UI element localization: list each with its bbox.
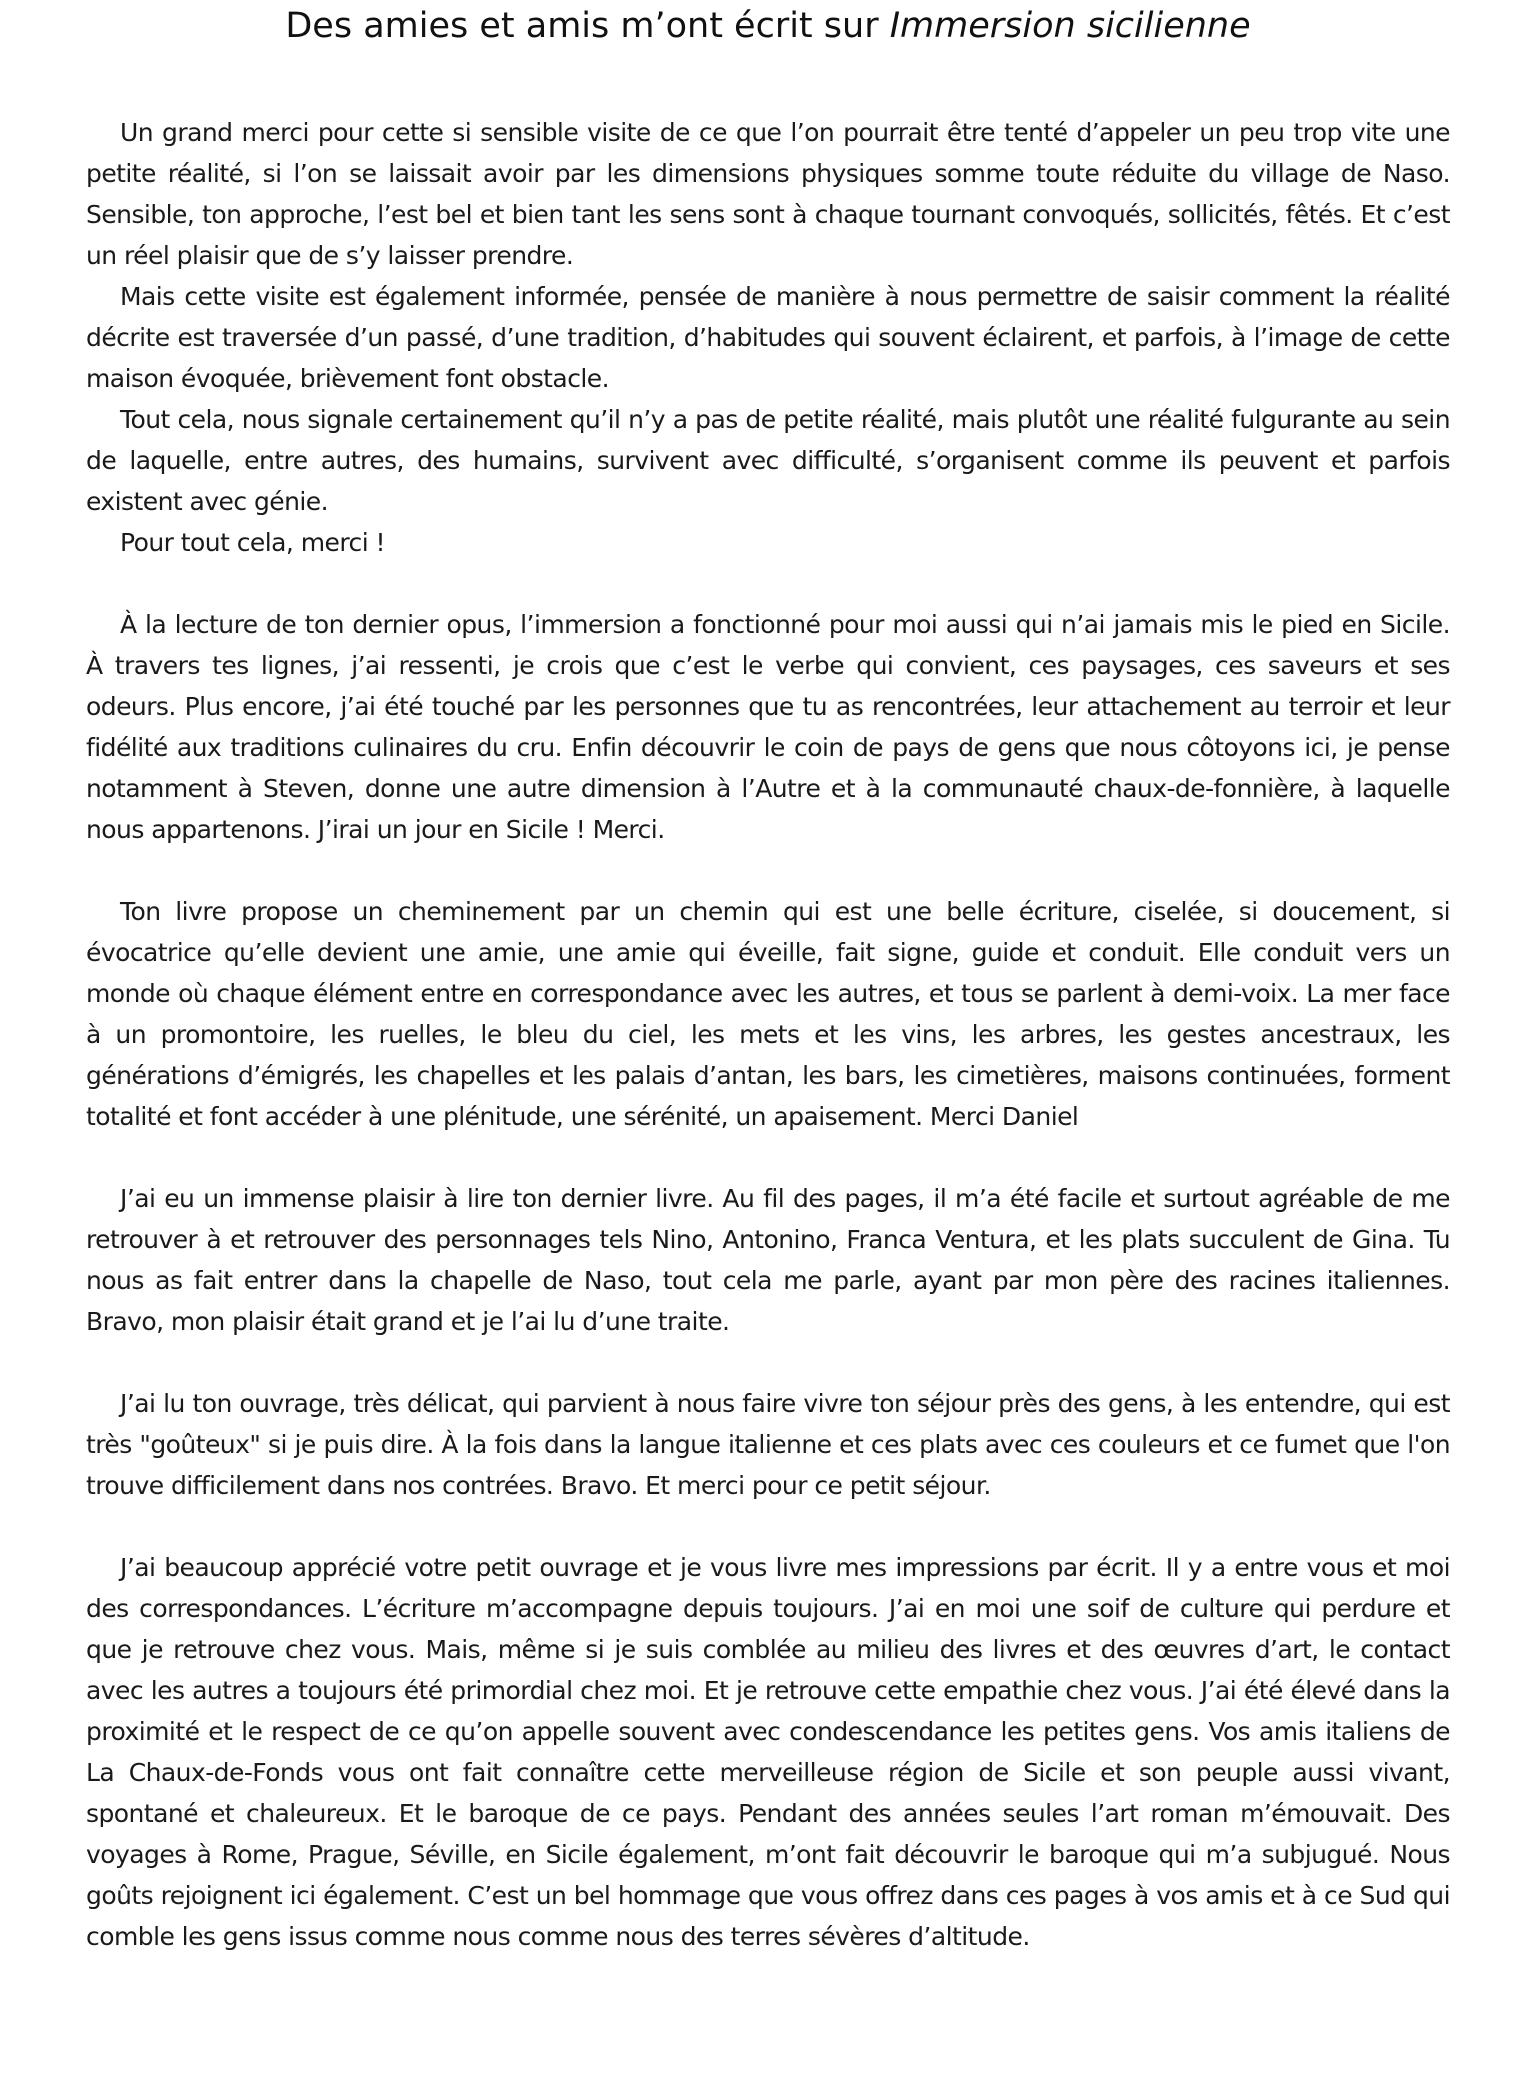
letter-5 [86, 1383, 1450, 1506]
paragraph: J’ai beaucoup apprécié votre petit ouvrage et je vous livre mes impressions par écrit. Il y a entre vous et moi des correspondances. L’écriture m’accompagne depuis toujours. J’ai en moi une soif de culture qui perdure et que je retrouve chez vous. Mais, même si je suis comblée au milieu des livres et des œuvres d’art, le contact avec les autres a toujours été primordial chez moi. Et je retrouve cette empathie chez vous. J’ai été élevé dans la proximité et le respect de ce qu’on appelle souvent avec condescendance les petites gens. Vos amis italiens de La Chaux-de-Fonds vous ont fait connaître cette merveilleuse région de Sicile et son peuple aussi vivant, spontané et chaleureux. Et le baroque de ce pays. Pendant des années seules l’art roman m’émouvait. Des voyages à Rome, Prague, Séville, en Sicile également, m’ont fait découvrir le baroque qui m’a subjugué. Nous goûts rejoignent ici également. C’est un bel hommage que vous offrez dans ces pages à vos amis et à ce Sud qui comble les gens issus comme nous comme nous des terres sévères d’altitude. [86, 1553, 1450, 1951]
letter-2 [86, 604, 1450, 850]
paragraph: Pour tout cela, merci ! [120, 528, 385, 557]
paragraph: Tout cela, nous signale certainement qu’il n’y a pas de petite réalité, mais plutôt une réalité fulgurante au sein de laquelle, entre autres, des humains, survivent avec difficulté, s’organisent comme ils peuvent et parfois existent avec génie. [86, 405, 1450, 516]
letter-6 [86, 1547, 1450, 1957]
letter-1 [86, 112, 1450, 563]
title-book-name: Immersion sicilienne [889, 6, 1251, 46]
paragraph: J’ai eu un immense plaisir à lire ton dernier livre. Au fil des pages, il m’a été facile et surtout agréable de me retrouver à et retrouver des personnages tels Nino, Antonino, Franca Ventura, et les plats succulent de Gina. Tu nous as fait entrer dans la chapelle de Naso, tout cela me parle, ayant par mon père des racines italiennes. Bravo, mon plaisir était grand et je l’ai lu d’une traite. [86, 1184, 1450, 1336]
paragraph: Ton livre propose un cheminement par un chemin qui est une belle écriture, ciselée, si doucement, si évocatrice qu’elle devient une amie, une amie qui éveille, fait signe, guide et conduit. Elle conduit vers un monde où chaque élément entre en correspondance avec les autres, et tous se parlent à demi-voix. La mer face à un promontoire, les ruelles, le bleu du ciel, les mets et les vins, les arbres, les gestes ancestraux, les générations d’émigrés, les chapelles et les palais d’antan, les bars, les cimetières, maisons continuées, forment totalité et font accéder à une plénitude, une sérénité, un apaisement. Merci Daniel [86, 897, 1450, 1131]
paragraph: Un grand merci pour cette si sensible visite de ce que l’on pourrait être tenté d’appeler un peu trop vite une petite réalité, si l’on se laissait avoir par les dimensions physiques somme toute réduite du village de Naso. Sensible, ton approche, l’est bel et bien tant les sens sont à chaque tournant convoqués, sollicités, fêtés. Et c’est un réel plaisir que de s’y laisser prendre. [86, 118, 1450, 270]
letters-body [86, 112, 1450, 1957]
paragraph: À la lecture de ton dernier opus, l’immersion a fonctionné pour moi aussi qui n’ai jamais mis le pied en Sicile. À travers tes lignes, j’ai ressenti, je crois que c’est le verbe qui convient, ces paysages, ces saveurs et ses odeurs. Plus encore, j’ai été touché par les personnes que tu as rencontrées, leur attachement au terroir et leur fidélité aux traditions culinaires du cru. Enfin découvrir le coin de pays de gens que nous côtoyons ici, je pense notamment à Steven, donne une autre dimension à l’Autre et à la communauté chaux-de-fonnière, à laquelle nous appartenons. J’irai un jour en Sicile ! Merci. [86, 610, 1450, 844]
letter-3 [86, 891, 1450, 1137]
paragraph: J’ai lu ton ouvrage, très délicat, qui parvient à nous faire vivre ton séjour près des gens, à les entendre, qui est très "goûteux" si je puis dire. À la fois dans la langue italienne et ces plats avec ces couleurs et ce fumet que l'on trouve difficilement dans nos contrées. Bravo. Et merci pour ce petit séjour. [86, 1389, 1450, 1500]
title-prefix: Des amies et amis m’ont écrit sur [285, 6, 890, 46]
page-title [86, 0, 1450, 48]
paragraph: Mais cette visite est également informée, pensée de manière à nous permettre de saisir comment la réalité décrite est traversée d’un passé, d’une tradition, d’habitudes qui souvent éclairent, et parfois, à l’image de cette maison évoquée, brièvement font obstacle. [86, 282, 1450, 393]
letter-4 [86, 1178, 1450, 1342]
document-page [86, 0, 1450, 1957]
